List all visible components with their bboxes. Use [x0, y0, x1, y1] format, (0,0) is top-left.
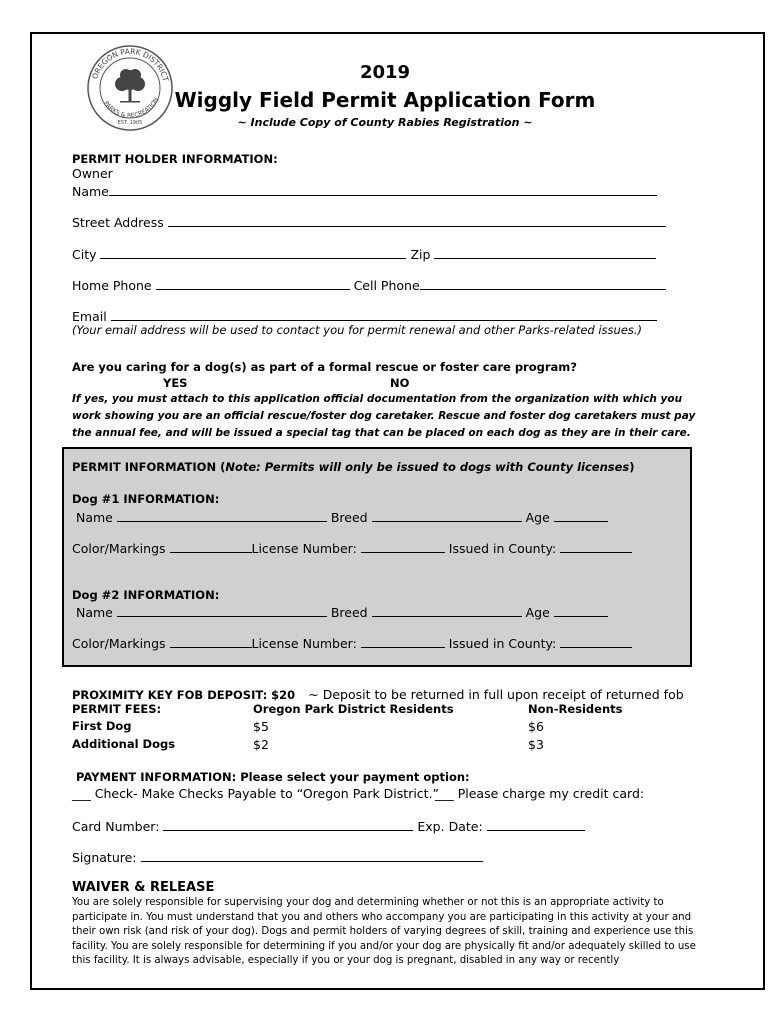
holder-heading: PERMIT HOLDER INFORMATION:: [72, 152, 278, 166]
dog2-license-label: License Number:: [251, 636, 357, 651]
fob-label: PROXIMITY KEY FOB DEPOSIT: $20: [72, 688, 296, 702]
first-dog-resident-fee: $5: [253, 719, 269, 734]
street-label: Street Address: [72, 215, 164, 230]
phone-row: [72, 276, 666, 293]
dog2-breed-field[interactable]: [372, 603, 522, 617]
rescue-no[interactable]: NO: [390, 376, 410, 390]
owner-label: Owner: [72, 166, 113, 181]
additional-nonresident-fee: $3: [528, 737, 544, 752]
owner-name-row: [72, 182, 657, 199]
permit-heading-note: Note: Permits will only be issued to dogs with County licenses: [225, 460, 630, 474]
dog1-color-field[interactable]: [170, 539, 252, 553]
dog2-breed-label: Breed: [330, 605, 368, 620]
form-year: 2019: [359, 62, 411, 83]
dog2-name-label: Name: [76, 605, 113, 620]
dog1-name-field[interactable]: [117, 508, 327, 522]
permit-heading-close: ): [629, 460, 635, 474]
waiver-text: You are solely responsible for supervising your dog and determining whether or not this is an appropriate activity to participate in. You must understand that you and others who accompany you are participating in this activity at your and their own risk (and risk of your dog). Dogs and permit holders of varying degrees of skill, training and experience use this facility. You are solely responsible for determining if you and/or your dog are physically fit and/or adequately skilled to use this facility. It is always advisable, especially if you or your dog is pregnant, disabled in any way or recently: [72, 897, 696, 966]
permit-heading-text: PERMIT INFORMATION (: [72, 460, 226, 474]
dog2-name-row: [76, 603, 608, 620]
street-row: [72, 213, 666, 230]
owner-name-label: Name: [72, 184, 109, 199]
dog2-license-row: [72, 634, 632, 651]
pay-by-check-option[interactable]: ___ Check- Make Checks Payable to “Oregon Park District.”: [72, 786, 440, 801]
rescue-question: Are you caring for a dog(s) as part of a formal rescue or foster care program?: [72, 360, 577, 374]
zip-label: Zip: [410, 247, 431, 262]
rescue-yes[interactable]: YES: [163, 376, 188, 390]
fob-row: [72, 684, 684, 703]
owner-name-field[interactable]: [109, 182, 657, 196]
residents-header: Oregon Park District Residents: [253, 702, 454, 716]
cell-phone-field[interactable]: [420, 276, 666, 290]
dog1-breed-label: Breed: [330, 510, 368, 525]
exp-date-label: Exp. Date:: [417, 819, 483, 834]
email-label: Email: [72, 309, 107, 324]
home-phone-label: Home Phone: [72, 278, 152, 293]
street-field[interactable]: [168, 213, 666, 227]
svg-text:EST. 1905: EST. 1905: [117, 120, 143, 126]
dog1-county-label: Issued in County:: [448, 541, 557, 556]
first-dog-label: First Dog: [72, 719, 132, 733]
dog1-name-row: [76, 508, 608, 525]
city-label: City: [72, 247, 97, 262]
form-title: Wiggly Field Permit Application Form: [174, 88, 596, 112]
signature-label: Signature:: [72, 850, 137, 865]
card-number-field[interactable]: [163, 817, 413, 831]
permit-heading: [72, 460, 635, 474]
additional-dogs-label: Additional Dogs: [72, 737, 176, 751]
dog2-age-field[interactable]: [554, 603, 608, 617]
card-number-label: Card Number:: [72, 819, 160, 834]
non-residents-header: Non-Residents: [528, 702, 623, 716]
dog1-license-field[interactable]: [361, 539, 445, 553]
dog1-county-field[interactable]: [560, 539, 632, 553]
cell-phone-label: Cell Phone: [353, 278, 420, 293]
first-dog-nonresident-fee: $6: [528, 719, 544, 734]
svg-text:OREGON PARK DISTRICT: OREGON PARK DISTRICT: [90, 46, 171, 83]
email-note: (Your email address will be used to contact you for permit renewal and other Parks-related issues.): [72, 323, 643, 337]
home-phone-field[interactable]: [156, 276, 350, 290]
dog2-license-field[interactable]: [361, 634, 445, 648]
dog1-name-label: Name: [76, 510, 113, 525]
dog2-color-label: Color/Markings: [72, 636, 166, 651]
form-subtitle: ~ Include Copy of County Rabies Registration ~: [237, 116, 533, 129]
dog1-age-field[interactable]: [554, 508, 608, 522]
exp-date-field[interactable]: [487, 817, 585, 831]
zip-field[interactable]: [434, 245, 656, 259]
dog1-license-row: [72, 539, 632, 556]
dog2-county-field[interactable]: [560, 634, 632, 648]
dog2-county-label: Issued in County:: [448, 636, 557, 651]
city-field[interactable]: [100, 245, 406, 259]
dog1-license-label: License Number:: [251, 541, 357, 556]
permit-fees-label: PERMIT FEES:: [72, 702, 162, 716]
dog1-breed-field[interactable]: [372, 508, 522, 522]
dog1-age-label: Age: [525, 510, 550, 525]
dog1-color-label: Color/Markings: [72, 541, 166, 556]
city-zip-row: [72, 245, 656, 262]
dog1-heading: Dog #1 INFORMATION:: [72, 492, 220, 506]
additional-resident-fee: $2: [253, 737, 269, 752]
fob-text: ~ Deposit to be returned in full upon receipt of returned fob: [308, 687, 684, 702]
dog2-heading: Dog #2 INFORMATION:: [72, 588, 220, 602]
signature-field[interactable]: [141, 848, 483, 862]
waiver-heading: WAIVER & RELEASE: [72, 880, 215, 895]
rescue-note: If yes, you must attach to this application official documentation from the organization with which you work showing you are an official rescue/foster dog caretaker. Rescue and foster dog caretakers must pay the annual fee, and will be issued a special tag that can be placed on each dog as they are in their care.: [72, 393, 696, 439]
email-field[interactable]: [111, 307, 657, 321]
dog2-color-field[interactable]: [170, 634, 252, 648]
pay-by-credit-option[interactable]: ___ Please charge my credit card:: [435, 786, 645, 801]
dog2-name-field[interactable]: [117, 603, 327, 617]
dog2-age-label: Age: [525, 605, 550, 620]
svg-text:PARKS & RECREATION: PARKS & RECREATION: [102, 96, 161, 120]
signature-row: [72, 848, 483, 865]
payment-heading: PAYMENT INFORMATION: Please select your payment option:: [76, 770, 470, 784]
card-row: [72, 817, 585, 834]
email-row: [72, 307, 657, 324]
